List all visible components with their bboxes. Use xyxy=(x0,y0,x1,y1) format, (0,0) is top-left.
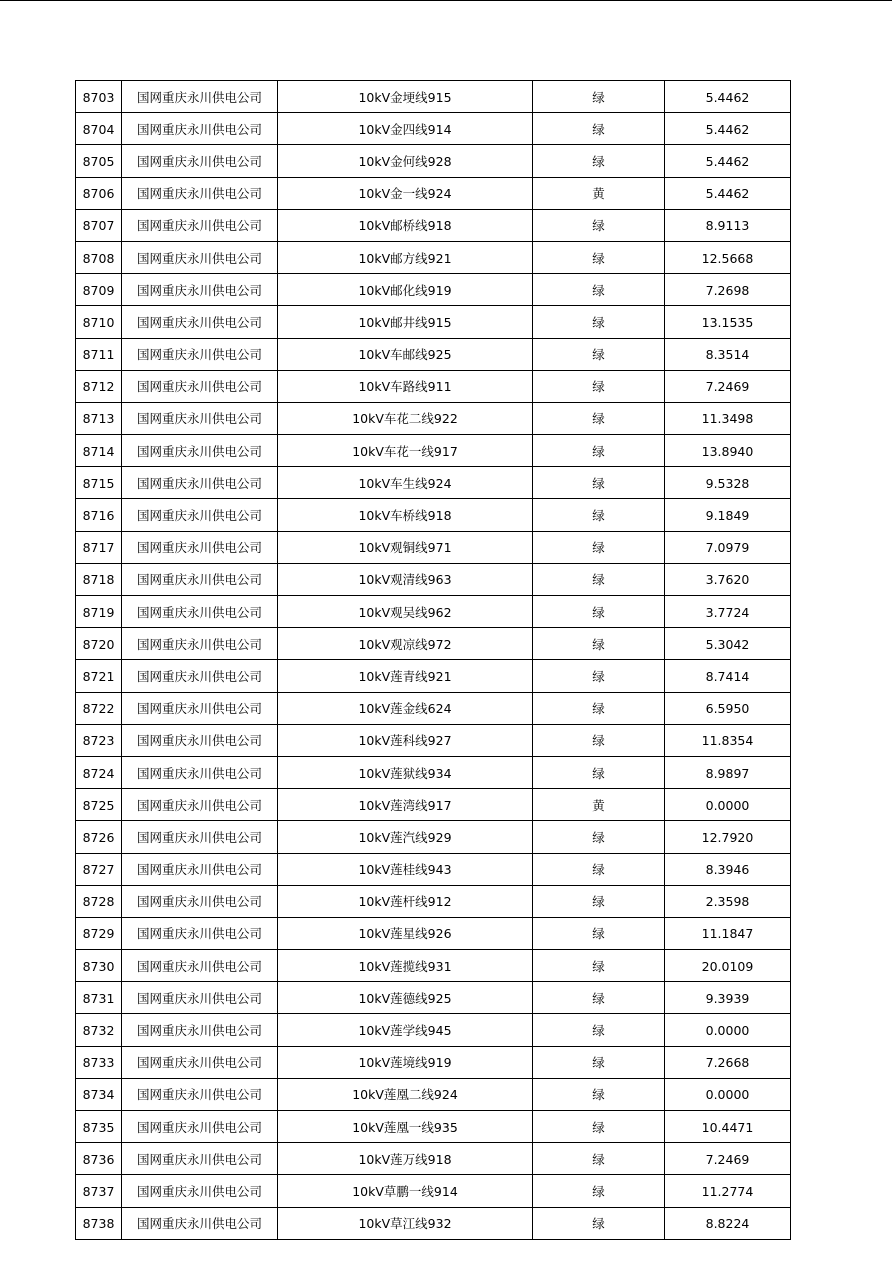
table-row xyxy=(76,370,791,402)
row-number-cell: 8736 xyxy=(76,1143,122,1175)
table-row xyxy=(76,531,791,563)
line-name-cell: 10kV邮桥线918 xyxy=(278,209,533,241)
line-name-cell: 10kV莲杆线912 xyxy=(278,885,533,917)
company-cell: 国网重庆永川供电公司 xyxy=(122,853,278,885)
value-cell: 7.2668 xyxy=(665,1046,791,1078)
company-cell: 国网重庆永川供电公司 xyxy=(122,1046,278,1078)
table-row xyxy=(76,1143,791,1175)
row-number-cell: 8738 xyxy=(76,1207,122,1239)
company-cell: 国网重庆永川供电公司 xyxy=(122,821,278,853)
table-row xyxy=(76,821,791,853)
line-name-cell: 10kV莲揽线931 xyxy=(278,950,533,982)
line-name-cell: 10kV邮井线915 xyxy=(278,306,533,338)
status-cell: 绿 xyxy=(533,1175,665,1207)
company-cell: 国网重庆永川供电公司 xyxy=(122,113,278,145)
line-name-cell: 10kV车桥线918 xyxy=(278,499,533,531)
table-row xyxy=(76,145,791,177)
row-number-cell: 8706 xyxy=(76,177,122,209)
line-name-cell: 10kV莲凰一线935 xyxy=(278,1111,533,1143)
row-number-cell: 8719 xyxy=(76,596,122,628)
line-name-cell: 10kV邮化线919 xyxy=(278,274,533,306)
status-cell: 绿 xyxy=(533,241,665,273)
table-body xyxy=(76,81,791,1240)
value-cell: 11.1847 xyxy=(665,917,791,949)
row-number-cell: 8735 xyxy=(76,1111,122,1143)
table-row xyxy=(76,306,791,338)
table-row xyxy=(76,499,791,531)
company-cell: 国网重庆永川供电公司 xyxy=(122,885,278,917)
company-cell: 国网重庆永川供电公司 xyxy=(122,660,278,692)
value-cell: 12.5668 xyxy=(665,241,791,273)
row-number-cell: 8713 xyxy=(76,402,122,434)
table-row xyxy=(76,274,791,306)
company-cell: 国网重庆永川供电公司 xyxy=(122,499,278,531)
line-name-cell: 10kV草鹏一线914 xyxy=(278,1175,533,1207)
value-cell: 6.5950 xyxy=(665,692,791,724)
value-cell: 8.9113 xyxy=(665,209,791,241)
row-number-cell: 8726 xyxy=(76,821,122,853)
line-name-cell: 10kV车花二线922 xyxy=(278,402,533,434)
value-cell: 13.8940 xyxy=(665,435,791,467)
company-cell: 国网重庆永川供电公司 xyxy=(122,274,278,306)
status-cell: 绿 xyxy=(533,660,665,692)
company-cell: 国网重庆永川供电公司 xyxy=(122,241,278,273)
company-cell: 国网重庆永川供电公司 xyxy=(122,1078,278,1110)
company-cell: 国网重庆永川供电公司 xyxy=(122,435,278,467)
table-row xyxy=(76,209,791,241)
line-name-cell: 10kV车花一线917 xyxy=(278,435,533,467)
row-number-cell: 8711 xyxy=(76,338,122,370)
table-row xyxy=(76,756,791,788)
status-cell: 绿 xyxy=(533,821,665,853)
line-name-cell: 10kV观铜线971 xyxy=(278,531,533,563)
line-name-cell: 10kV车邮线925 xyxy=(278,338,533,370)
line-name-cell: 10kV莲金线624 xyxy=(278,692,533,724)
row-number-cell: 8703 xyxy=(76,81,122,113)
value-cell: 8.8224 xyxy=(665,1207,791,1239)
row-number-cell: 8734 xyxy=(76,1078,122,1110)
table-row xyxy=(76,853,791,885)
status-cell: 绿 xyxy=(533,81,665,113)
status-cell: 绿 xyxy=(533,950,665,982)
line-name-cell: 10kV莲桂线943 xyxy=(278,853,533,885)
company-cell: 国网重庆永川供电公司 xyxy=(122,1014,278,1046)
value-cell: 8.9897 xyxy=(665,756,791,788)
table-row xyxy=(76,435,791,467)
company-cell: 国网重庆永川供电公司 xyxy=(122,982,278,1014)
value-cell: 10.4471 xyxy=(665,1111,791,1143)
status-cell: 绿 xyxy=(533,499,665,531)
company-cell: 国网重庆永川供电公司 xyxy=(122,209,278,241)
row-number-cell: 8708 xyxy=(76,241,122,273)
company-cell: 国网重庆永川供电公司 xyxy=(122,402,278,434)
status-cell: 绿 xyxy=(533,917,665,949)
row-number-cell: 8722 xyxy=(76,692,122,724)
row-number-cell: 8715 xyxy=(76,467,122,499)
company-cell: 国网重庆永川供电公司 xyxy=(122,628,278,660)
company-cell: 国网重庆永川供电公司 xyxy=(122,338,278,370)
value-cell: 0.0000 xyxy=(665,1078,791,1110)
line-name-cell: 10kV莲湾线917 xyxy=(278,789,533,821)
value-cell: 20.0109 xyxy=(665,950,791,982)
value-cell: 0.0000 xyxy=(665,1014,791,1046)
table-row xyxy=(76,724,791,756)
status-cell: 绿 xyxy=(533,1207,665,1239)
value-cell: 5.4462 xyxy=(665,145,791,177)
status-cell: 黄 xyxy=(533,177,665,209)
company-cell: 国网重庆永川供电公司 xyxy=(122,145,278,177)
row-number-cell: 8718 xyxy=(76,563,122,595)
table-row xyxy=(76,1175,791,1207)
row-number-cell: 8737 xyxy=(76,1175,122,1207)
line-name-cell: 10kV莲星线926 xyxy=(278,917,533,949)
table-row xyxy=(76,917,791,949)
value-cell: 9.3939 xyxy=(665,982,791,1014)
status-cell: 绿 xyxy=(533,1078,665,1110)
table-row xyxy=(76,113,791,145)
status-cell: 绿 xyxy=(533,1014,665,1046)
line-name-cell: 10kV莲境线919 xyxy=(278,1046,533,1078)
row-number-cell: 8712 xyxy=(76,370,122,402)
value-cell: 2.3598 xyxy=(665,885,791,917)
table-row xyxy=(76,982,791,1014)
row-number-cell: 8720 xyxy=(76,628,122,660)
value-cell: 11.8354 xyxy=(665,724,791,756)
row-number-cell: 8728 xyxy=(76,885,122,917)
line-name-cell: 10kV金一线924 xyxy=(278,177,533,209)
value-cell: 3.7620 xyxy=(665,563,791,595)
status-cell: 绿 xyxy=(533,274,665,306)
row-number-cell: 8709 xyxy=(76,274,122,306)
table-row xyxy=(76,628,791,660)
company-cell: 国网重庆永川供电公司 xyxy=(122,306,278,338)
value-cell: 3.7724 xyxy=(665,596,791,628)
table-row xyxy=(76,789,791,821)
status-cell: 绿 xyxy=(533,692,665,724)
row-number-cell: 8716 xyxy=(76,499,122,531)
status-cell: 绿 xyxy=(533,724,665,756)
status-cell: 绿 xyxy=(533,370,665,402)
table-row xyxy=(76,692,791,724)
table-row xyxy=(76,885,791,917)
table-row xyxy=(76,81,791,113)
value-cell: 11.3498 xyxy=(665,402,791,434)
company-cell: 国网重庆永川供电公司 xyxy=(122,917,278,949)
row-number-cell: 8731 xyxy=(76,982,122,1014)
line-name-cell: 10kV莲学线945 xyxy=(278,1014,533,1046)
value-cell: 5.4462 xyxy=(665,113,791,145)
line-name-cell: 10kV金四线914 xyxy=(278,113,533,145)
company-cell: 国网重庆永川供电公司 xyxy=(122,370,278,402)
status-cell: 绿 xyxy=(533,885,665,917)
table-row xyxy=(76,1207,791,1239)
value-cell: 7.2469 xyxy=(665,1143,791,1175)
status-cell: 绿 xyxy=(533,628,665,660)
table-row xyxy=(76,1046,791,1078)
company-cell: 国网重庆永川供电公司 xyxy=(122,1143,278,1175)
line-name-cell: 10kV观清线963 xyxy=(278,563,533,595)
status-cell: 绿 xyxy=(533,756,665,788)
status-cell: 绿 xyxy=(533,596,665,628)
row-number-cell: 8704 xyxy=(76,113,122,145)
company-cell: 国网重庆永川供电公司 xyxy=(122,467,278,499)
company-cell: 国网重庆永川供电公司 xyxy=(122,81,278,113)
value-cell: 11.2774 xyxy=(665,1175,791,1207)
row-number-cell: 8730 xyxy=(76,950,122,982)
company-cell: 国网重庆永川供电公司 xyxy=(122,177,278,209)
line-data-table xyxy=(75,80,791,1240)
status-cell: 绿 xyxy=(533,467,665,499)
line-name-cell: 10kV莲狱线934 xyxy=(278,756,533,788)
status-cell: 绿 xyxy=(533,338,665,370)
table-row xyxy=(76,402,791,434)
table-row xyxy=(76,1111,791,1143)
table-row xyxy=(76,596,791,628)
line-name-cell: 10kV莲凰二线924 xyxy=(278,1078,533,1110)
status-cell: 绿 xyxy=(533,1143,665,1175)
value-cell: 9.1849 xyxy=(665,499,791,531)
company-cell: 国网重庆永川供电公司 xyxy=(122,531,278,563)
row-number-cell: 8705 xyxy=(76,145,122,177)
value-cell: 5.4462 xyxy=(665,177,791,209)
table-row xyxy=(76,660,791,692)
value-cell: 7.0979 xyxy=(665,531,791,563)
table-row xyxy=(76,1014,791,1046)
table-row xyxy=(76,563,791,595)
page-top-rule xyxy=(0,0,892,1)
table-row xyxy=(76,950,791,982)
line-name-cell: 10kV莲科线927 xyxy=(278,724,533,756)
company-cell: 国网重庆永川供电公司 xyxy=(122,563,278,595)
status-cell: 绿 xyxy=(533,113,665,145)
value-cell: 8.3514 xyxy=(665,338,791,370)
status-cell: 绿 xyxy=(533,1046,665,1078)
company-cell: 国网重庆永川供电公司 xyxy=(122,1111,278,1143)
row-number-cell: 8721 xyxy=(76,660,122,692)
value-cell: 7.2698 xyxy=(665,274,791,306)
status-cell: 绿 xyxy=(533,982,665,1014)
status-cell: 黄 xyxy=(533,789,665,821)
row-number-cell: 8710 xyxy=(76,306,122,338)
line-name-cell: 10kV观凉线972 xyxy=(278,628,533,660)
line-name-cell: 10kV观吴线962 xyxy=(278,596,533,628)
line-name-cell: 10kV莲万线918 xyxy=(278,1143,533,1175)
row-number-cell: 8727 xyxy=(76,853,122,885)
value-cell: 12.7920 xyxy=(665,821,791,853)
company-cell: 国网重庆永川供电公司 xyxy=(122,692,278,724)
row-number-cell: 8732 xyxy=(76,1014,122,1046)
status-cell: 绿 xyxy=(533,853,665,885)
row-number-cell: 8733 xyxy=(76,1046,122,1078)
status-cell: 绿 xyxy=(533,306,665,338)
value-cell: 8.3946 xyxy=(665,853,791,885)
value-cell: 0.0000 xyxy=(665,789,791,821)
value-cell: 9.5328 xyxy=(665,467,791,499)
row-number-cell: 8714 xyxy=(76,435,122,467)
row-number-cell: 8725 xyxy=(76,789,122,821)
line-name-cell: 10kV莲青线921 xyxy=(278,660,533,692)
status-cell: 绿 xyxy=(533,209,665,241)
status-cell: 绿 xyxy=(533,402,665,434)
company-cell: 国网重庆永川供电公司 xyxy=(122,1207,278,1239)
row-number-cell: 8723 xyxy=(76,724,122,756)
value-cell: 7.2469 xyxy=(665,370,791,402)
status-cell: 绿 xyxy=(533,563,665,595)
company-cell: 国网重庆永川供电公司 xyxy=(122,789,278,821)
value-cell: 13.1535 xyxy=(665,306,791,338)
status-cell: 绿 xyxy=(533,531,665,563)
row-number-cell: 8707 xyxy=(76,209,122,241)
line-name-cell: 10kV莲德线925 xyxy=(278,982,533,1014)
company-cell: 国网重庆永川供电公司 xyxy=(122,1175,278,1207)
status-cell: 绿 xyxy=(533,145,665,177)
line-name-cell: 10kV草江线932 xyxy=(278,1207,533,1239)
line-name-cell: 10kV车生线924 xyxy=(278,467,533,499)
row-number-cell: 8729 xyxy=(76,917,122,949)
table-row xyxy=(76,338,791,370)
row-number-cell: 8724 xyxy=(76,756,122,788)
line-name-cell: 10kV金何线928 xyxy=(278,145,533,177)
table-row xyxy=(76,177,791,209)
table-row xyxy=(76,1078,791,1110)
company-cell: 国网重庆永川供电公司 xyxy=(122,950,278,982)
line-name-cell: 10kV邮方线921 xyxy=(278,241,533,273)
line-name-cell: 10kV金埂线915 xyxy=(278,81,533,113)
value-cell: 8.7414 xyxy=(665,660,791,692)
table-row xyxy=(76,467,791,499)
table-row xyxy=(76,241,791,273)
value-cell: 5.4462 xyxy=(665,81,791,113)
company-cell: 国网重庆永川供电公司 xyxy=(122,596,278,628)
line-name-cell: 10kV车路线911 xyxy=(278,370,533,402)
company-cell: 国网重庆永川供电公司 xyxy=(122,724,278,756)
company-cell: 国网重庆永川供电公司 xyxy=(122,756,278,788)
row-number-cell: 8717 xyxy=(76,531,122,563)
status-cell: 绿 xyxy=(533,1111,665,1143)
status-cell: 绿 xyxy=(533,435,665,467)
value-cell: 5.3042 xyxy=(665,628,791,660)
line-name-cell: 10kV莲汽线929 xyxy=(278,821,533,853)
